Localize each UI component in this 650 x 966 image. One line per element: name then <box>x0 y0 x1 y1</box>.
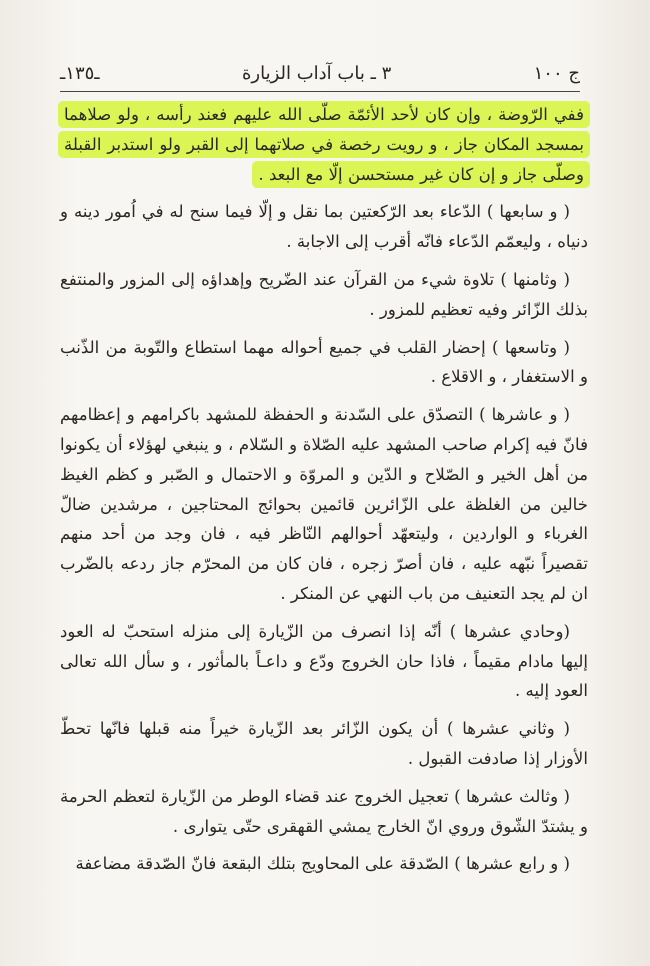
paragraph-eleventh: (وحادي عشرها ) أنّه إذا انصرف من الزّيارة إلى منزله استحبّ له العود إليها مادام مقيماً ، فاذا حان الخروج ودّع و داعـاً بالمأثور ، و سأل الله تعالى العود إليه . <box>60 621 588 701</box>
page-header <box>60 58 580 88</box>
paragraph-thirteenth: ( وثالث عشرها ) تعجيل الخروج عند قضاء الوطر من الزّيارة لتعظم الحرمة و يشتدّ الشّوق وروي انّ الخارج يمشي القهقرى حتّى يتوارى . <box>60 786 588 836</box>
volume-page-number: ج ١٠٠ <box>533 62 580 84</box>
paragraph-tenth: ( و عاشرها ) التصدّق على السّدنة و الحفظة للمشهد باكرامهم و إعظامهم فانّ فيه إكرام صاحب المشهد عليه الصّلاة و السّلام ، و ينبغي لهؤلاء أن يكونوا من أهل الخير و الصّلاح و الدّين و المروّة و الاحتمال و الصّبر و كظم الغيظ خالين من الغلظة على الزّائرين قائمين بحوائج المحتاجين ، مرشدين ضالّ الغرباء و الواردين ، وليتعهّد أحوالهم النّاظر فيه ، فان وجد من أحد منهم تقصيراً نبّهه عليه ، فان أصرّ زجره ، فان كان من المحرّم جاز ردعه بالضّرب ان لم يجد التعنيف من باب النهي عن المنكر . <box>60 405 588 603</box>
page-number: ـ١٣٥ـ <box>60 62 100 84</box>
highlighted-paragraph <box>60 100 588 189</box>
body-text <box>60 100 588 879</box>
paragraph-seventh: ( و سابعها ) الدّعاء بعد الرّكعتين بما نقل و إلّا فيما سنح له في اُمور دينه و دنياه ، وليعمّم الدّعاء فانّه أقرب إلى الاجابة . <box>60 202 588 252</box>
paragraph-eighth: ( وثامنها ) تلاوة شيء من القرآن عند الضّريح وإهداؤه إلى المزور والمنتفع بذلك الزّائر وفيه تعظيم للمزور . <box>60 269 588 319</box>
chapter-title: ٣ ـ باب آداب الزيارة <box>241 62 392 84</box>
paragraph-ninth: ( وتاسعها ) إحضار القلب في جميع أحواله مهما استطاع والتّوبة من الذّنب و الاستغفار ، و الاقلاع . <box>60 337 588 387</box>
paragraph-fourteenth: ( و رابع عشرها ) الصّدقة على المحاويج بتلك البقعة فانّ الصّدقة مضاعفة <box>75 854 570 874</box>
highlighted-text: ففي الرّوضة ، وإن كان لأحد الأئمّة صلّى الله عليهم فعند رأسه ، ولو صلاهما بمسجد المكان جاز ، و رويت رخصة في صلاتهما إلى القبر ولو استدبر القبلة وصلّى جاز و إن كان غير مستحسن إلّا مع البعد . <box>60 103 588 186</box>
paragraph-twelfth: ( وثاني عشرها ) أن يكون الزّائر بعد الزّيارة خيراً منه قبلها فانّها تحطّ الأوزار إذا صادفت القبول . <box>60 719 588 768</box>
header-rule <box>60 91 580 92</box>
